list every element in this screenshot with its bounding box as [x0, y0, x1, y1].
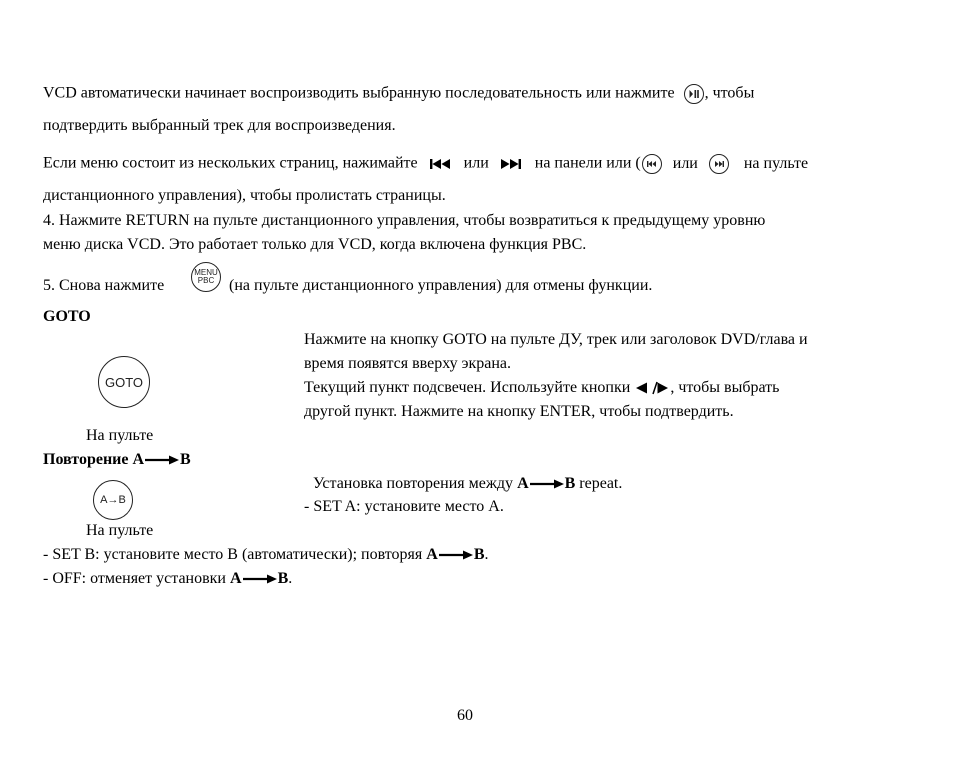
goto-remote-label: На пульте: [86, 427, 154, 444]
para2-line2: дистанционного управления), чтобы пролистать страницы.: [43, 187, 446, 204]
goto-desc4: другой пункт. Нажмите на кнопку ENTER, чтобы подтвердить.: [304, 403, 734, 420]
repeat-off: - OFF: отменяет установки A B.: [43, 570, 293, 587]
right-arrow-icon: [439, 550, 473, 560]
step4-line2: меню диска VCD. Это работает только для VCD, когда включена функция PBC.: [43, 236, 587, 253]
goto-desc2: время появятся вверху экрана.: [304, 355, 512, 372]
goto-desc3: Текущий пункт подсвечен. Используйте кнопки , чтобы выбрать: [304, 379, 780, 396]
repeat-set-a: - SET A: установите место A.: [304, 498, 504, 515]
goto-desc1: Нажмите на кнопку GOTO на пульте ДУ, трек или заголовок DVD/глава и: [304, 331, 808, 348]
repeat-heading: Повторение А В: [43, 451, 191, 468]
step5-text-a: 5. Снова нажмите: [43, 277, 165, 294]
repeat-remote-label: На пульте: [86, 522, 154, 539]
left-right-arrows-icon: [634, 381, 670, 395]
prev-remote-icon: [641, 153, 663, 175]
right-arrow-icon: [145, 455, 179, 465]
para1-line2: подтвердить выбранный трек для воспроизведения.: [43, 117, 396, 134]
para1-line1: VCD автоматически начинает воспроизводить выбранную последовательность или нажмите , чтобы: [43, 83, 754, 105]
page-number: 60: [457, 707, 473, 724]
next-remote-icon: [708, 153, 730, 175]
play-pause-icon: [683, 83, 705, 105]
a-b-button-icon: A→B: [93, 480, 133, 520]
repeat-desc1: Установка повторения между A B repeat.: [313, 475, 623, 492]
goto-heading: GOTO: [43, 308, 91, 325]
goto-button-icon: GOTO: [98, 356, 150, 408]
next-track-icon: [499, 157, 525, 171]
previous-track-icon: [428, 157, 454, 171]
step5-text-b: (на пульте дистанционного управления) для отмены функции.: [229, 277, 653, 294]
repeat-set-b: - SET B: установите место B (автоматически); повторяя A B.: [43, 546, 489, 563]
right-arrow-icon: [530, 479, 564, 489]
menu-pbc-icon: MENU PBC: [191, 262, 221, 292]
right-arrow-icon: [243, 574, 277, 584]
step4-line1: 4. Нажмите RETURN на пульте дистанционного управления, чтобы возвратиться к предыдущему уровню: [43, 212, 766, 229]
para2-line1: Если меню состоит из нескольких страниц, нажимайте или на панели или ( или на пульте: [43, 153, 808, 175]
